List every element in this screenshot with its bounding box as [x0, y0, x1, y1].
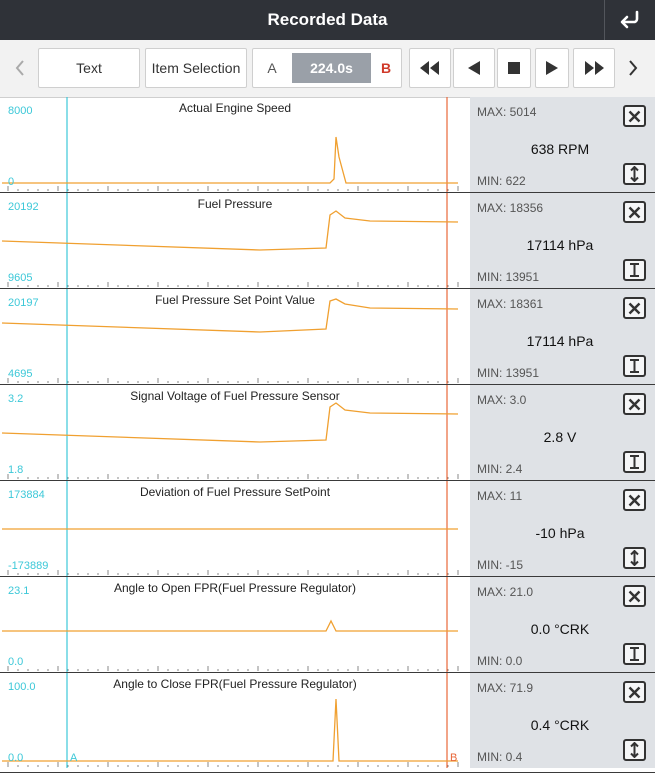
close-icon — [628, 110, 641, 123]
cursor-b-button[interactable]: B — [380, 60, 392, 76]
stream-graph[interactable] — [0, 289, 470, 384]
stream-max-value: MAX: 18361 — [477, 297, 544, 311]
remove-stream-button[interactable] — [623, 681, 646, 703]
data-stream-panel — [0, 481, 655, 577]
stream-graph[interactable] — [0, 673, 470, 768]
data-stream-panel — [0, 385, 655, 481]
remove-stream-button[interactable] — [623, 105, 646, 127]
close-icon — [628, 494, 641, 507]
ab-cursor-group — [252, 48, 402, 88]
data-stream-panel — [0, 97, 655, 193]
data-stream-panel — [0, 193, 655, 289]
stream-current-value: -10 hPa — [535, 525, 585, 541]
return-arrow-icon — [619, 10, 641, 30]
graph-y-max: 173884 — [8, 489, 45, 501]
step-back-button[interactable] — [453, 48, 495, 88]
stream-min-value: MIN: 13951 — [477, 270, 540, 284]
fast-forward-button[interactable] — [573, 48, 615, 88]
chevron-right-icon — [627, 59, 639, 77]
data-stream-panel — [0, 289, 655, 385]
fixed-scale-button[interactable] — [623, 355, 646, 377]
stream-name: Deviation of Fuel Pressure SetPoint — [139, 485, 331, 499]
remove-stream-button[interactable] — [623, 201, 646, 223]
stream-max-value: MAX: 21.0 — [477, 585, 534, 599]
stream-min-value: MIN: 0.4 — [477, 750, 523, 764]
stop-icon — [508, 62, 520, 74]
stream-max-value: MAX: 71.9 — [477, 681, 534, 695]
stream-max-value: MAX: 5014 — [477, 105, 537, 119]
stream-name: Fuel Pressure — [197, 197, 273, 211]
rewind-button[interactable] — [409, 48, 451, 88]
graph-y-min: 0.0 — [8, 656, 24, 668]
stream-graph[interactable] — [0, 481, 470, 576]
play-reverse-icon — [467, 61, 481, 75]
fixed-scale-button[interactable] — [623, 643, 646, 665]
graph-y-min: 0 — [8, 176, 15, 188]
fixed-scale-button[interactable] — [623, 259, 646, 281]
data-stream-panel — [0, 673, 655, 773]
stream-trace-line — [2, 211, 458, 250]
title-bar — [0, 0, 655, 40]
fixed-scale-icon — [629, 647, 640, 661]
close-icon — [628, 398, 641, 411]
close-icon — [628, 590, 641, 603]
text-button[interactable]: Text — [38, 48, 140, 88]
data-stream-panel — [0, 577, 655, 673]
stream-graph[interactable] — [0, 385, 470, 480]
stream-name: Actual Engine Speed — [178, 101, 292, 115]
graph-y-max: 100.0 — [8, 681, 36, 693]
item-selection-button[interactable]: Item Selection — [145, 48, 247, 88]
chevron-left-icon — [14, 59, 26, 77]
stream-current-value: 2.8 V — [543, 429, 577, 445]
scroll-left-button[interactable] — [6, 48, 34, 88]
stop-button[interactable] — [497, 48, 531, 88]
rewind-icon — [420, 61, 440, 75]
remove-stream-button[interactable] — [623, 393, 646, 415]
fixed-scale-button[interactable] — [623, 451, 646, 473]
stream-min-value: MIN: 0.0 — [477, 654, 523, 668]
graph-y-min: 9605 — [8, 272, 33, 284]
stream-graph[interactable] — [0, 193, 470, 288]
stream-name: Angle to Close FPR(Fuel Pressure Regulator) — [113, 677, 357, 691]
stream-trace-line — [2, 403, 458, 442]
graph-y-max: 3.2 — [8, 393, 24, 405]
stream-current-value: 0.4 °CRK — [530, 717, 590, 733]
fixed-scale-icon — [629, 455, 640, 469]
graph-y-min: -173889 — [8, 560, 49, 572]
page-title: Recorded Data — [267, 10, 388, 29]
stream-current-value: 17114 hPa — [526, 333, 594, 349]
close-icon — [628, 206, 641, 219]
cursor-a-button[interactable]: A — [267, 60, 277, 76]
remove-stream-button[interactable] — [623, 489, 646, 511]
remove-stream-button[interactable] — [623, 297, 646, 319]
close-icon — [628, 302, 641, 315]
stream-max-value: MAX: 18356 — [477, 201, 544, 215]
graph-y-min: 0.0 — [8, 752, 24, 764]
remove-stream-button[interactable] — [623, 585, 646, 607]
close-icon — [628, 686, 641, 699]
stream-trace-line — [2, 137, 458, 183]
stream-name: Angle to Open FPR(Fuel Pressure Regulator) — [113, 581, 357, 595]
graph-y-max: 23.1 — [8, 585, 30, 597]
stream-graph[interactable] — [0, 577, 470, 672]
stream-trace-line — [2, 621, 458, 631]
auto-scale-icon — [629, 166, 640, 182]
stream-name: Signal Voltage of Fuel Pressure Sensor — [130, 389, 340, 403]
stream-name: Fuel Pressure Set Point Value — [155, 293, 315, 307]
stream-max-value: MAX: 3.0 — [477, 393, 527, 407]
graph-y-max: 8000 — [8, 105, 33, 117]
stream-min-value: MIN: 2.4 — [477, 462, 523, 476]
auto-scale-button[interactable] — [623, 739, 646, 761]
play-button[interactable] — [535, 48, 569, 88]
fixed-scale-icon — [629, 263, 640, 277]
stream-min-value: MIN: 622 — [477, 174, 526, 188]
stream-max-value: MAX: 11 — [477, 489, 523, 503]
fixed-scale-icon — [629, 359, 640, 373]
graph-y-max: 20197 — [8, 297, 39, 309]
scroll-right-button[interactable] — [619, 48, 647, 88]
cursor-a-marker-label: A — [70, 752, 78, 764]
time-readout: 224.0s — [292, 53, 371, 83]
toolbar — [0, 40, 655, 98]
stream-min-value: MIN: 13951 — [477, 366, 540, 380]
graph-y-min: 1.8 — [8, 464, 24, 476]
graph-y-min: 4695 — [8, 368, 33, 380]
stream-current-value: 638 RPM — [530, 141, 590, 157]
stream-graph[interactable] — [0, 97, 470, 192]
stream-min-value: MIN: -15 — [477, 558, 524, 572]
stream-current-value: 0.0 °CRK — [530, 621, 590, 637]
auto-scale-icon — [629, 742, 640, 758]
play-icon — [545, 61, 559, 75]
auto-scale-icon — [629, 550, 640, 566]
stream-current-value: 17114 hPa — [526, 237, 594, 253]
auto-scale-button[interactable] — [623, 163, 646, 185]
graph-y-max: 20192 — [8, 201, 39, 213]
cursor-b-marker-label: B — [450, 752, 458, 764]
back-button[interactable] — [604, 0, 655, 40]
fast-forward-icon — [584, 61, 604, 75]
auto-scale-button[interactable] — [623, 547, 646, 569]
